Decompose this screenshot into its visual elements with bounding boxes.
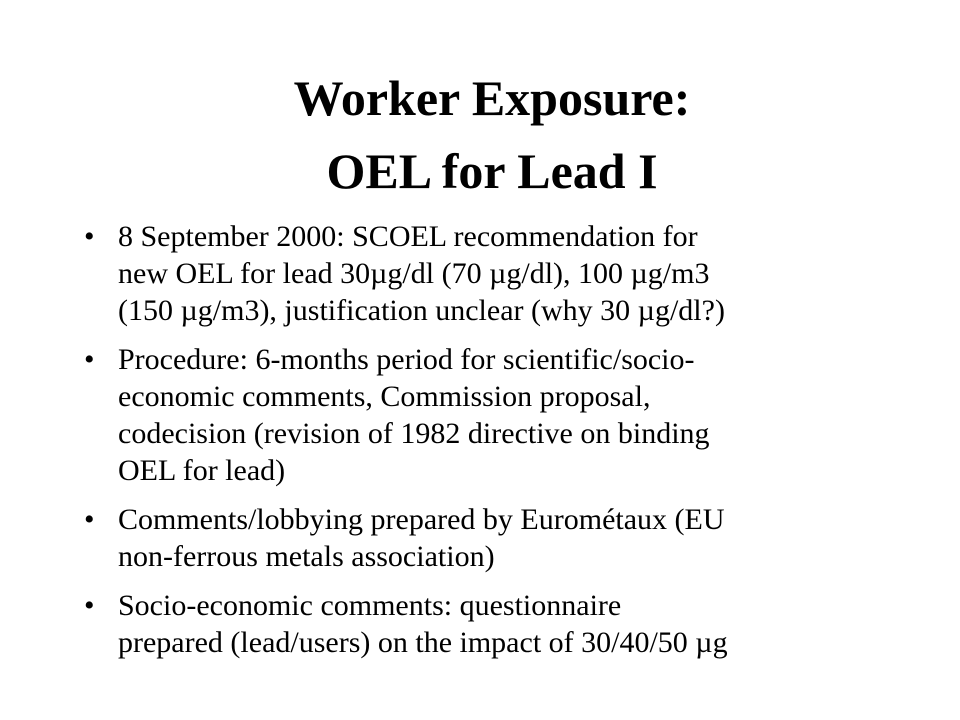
bullet-dot-icon: • — [84, 503, 95, 536]
bullet-item — [84, 218, 884, 329]
bullet-text-line: OEL for lead) — [118, 454, 286, 487]
title-line-2: OEL for Lead I — [326, 143, 658, 199]
bullet-text-line: codecision (revision of 1982 directive on binding — [118, 417, 710, 450]
bullet-list — [84, 218, 884, 673]
slide-title — [0, 62, 960, 208]
bullet-text-line: (150 µg/m3), justification unclear (why 30 µg/dl?) — [118, 294, 725, 327]
bullet-dot-icon: • — [84, 220, 95, 253]
bullet-text-line: prepared (lead/users) on the impact of 30/40/50 µg — [118, 626, 728, 659]
bullet-text-line: Socio-economic comments: questionnaire — [118, 589, 622, 622]
bullet-dot-icon: • — [84, 343, 95, 376]
title-line-1: Worker Exposure: — [293, 70, 691, 126]
bullet-text-line: Procedure: 6-months period for scientific/socio- — [118, 343, 695, 376]
bullet-item — [84, 341, 884, 489]
bullet-item — [84, 587, 884, 661]
bullet-text-line: new OEL for lead 30µg/dl (70 µg/dl), 100 µg/m3 — [118, 257, 710, 290]
bullet-dot-icon: • — [84, 589, 95, 622]
bullet-item — [84, 501, 884, 575]
bullet-text-line: 8 September 2000: SCOEL recommendation for — [118, 220, 698, 253]
bullet-text-line: economic comments, Commission proposal, — [118, 380, 651, 413]
bullet-text-line: Comments/lobbying prepared by Eurométaux (EU — [118, 503, 725, 536]
bullet-text-line: non-ferrous metals association) — [118, 540, 495, 573]
